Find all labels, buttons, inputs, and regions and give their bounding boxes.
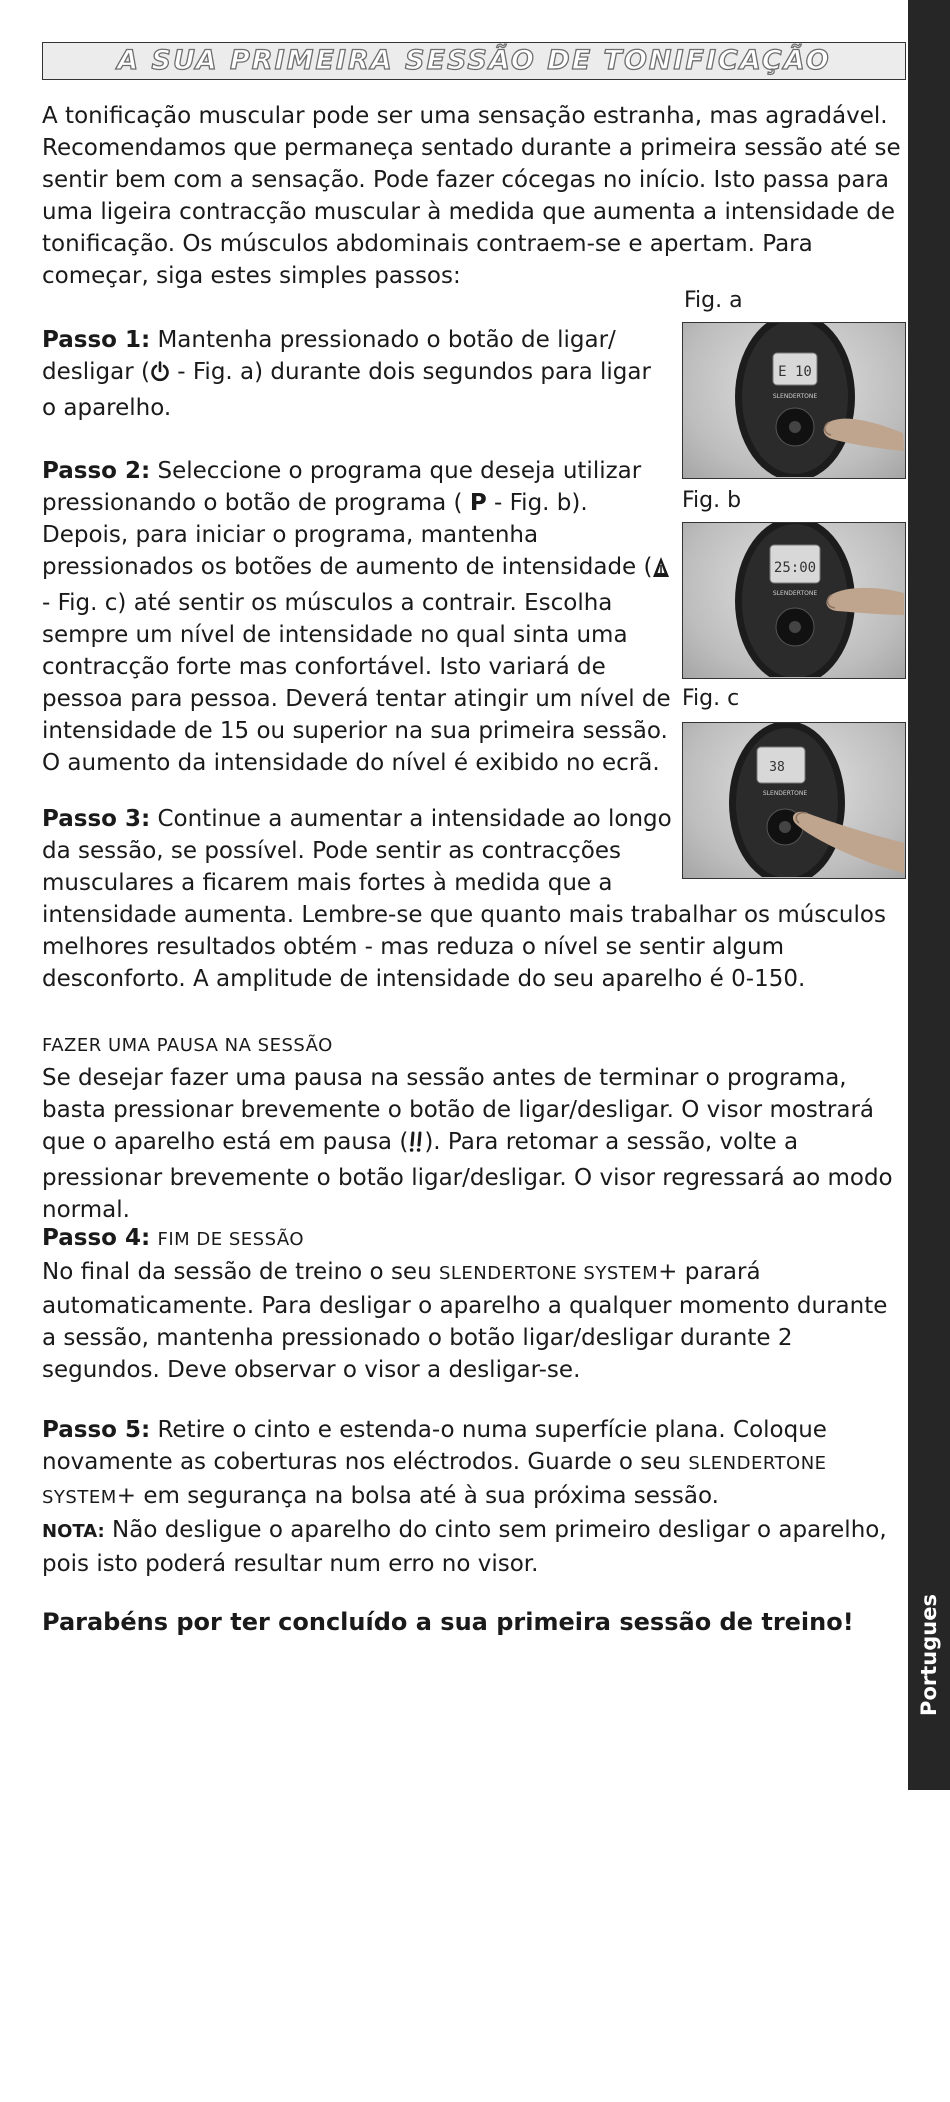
language-tab-label: Portugues (917, 1594, 941, 1716)
page-title: A SUA PRIMEIRA SESSÃO DE TONIFICAÇÃO (117, 45, 831, 76)
intro-text: A tonificação muscular pode ser uma sensação estranha, mas agradável. Recomendamos que permaneça sentado durante a primeira sessão até se sentir bem com a sensação. Pode fazer cócegas no início. Isto passa para uma ligeira contracção muscular à medida que aumenta a intensidade de tonificação. Os músculos abdominais contraem-se e apertam. Para começar, siga estes simples passos: (42, 103, 901, 289)
note-label: NOTA: (42, 1521, 105, 1542)
step-4 (42, 1222, 902, 1386)
step-4-text-b: + parará automaticamente. Para desligar o aparelho a qualquer momento durante a sessão, mantenha pressionado o botão ligar/desligar durante 2 segundos. Deve observar o visor a desligar-se. (42, 1259, 888, 1383)
intensity-up-icon (652, 555, 670, 587)
intro-paragraph (42, 100, 902, 292)
step-5-label: Passo 5: (42, 1417, 151, 1443)
pause-section (42, 1030, 902, 1226)
step-3-part-1 (42, 803, 672, 899)
fig-b-brand: SLENDERTONE (772, 590, 818, 597)
step-4-brand: SLENDERTONE SYSTEM (438, 1263, 659, 1284)
program-button-glyph: P (469, 490, 487, 516)
step-2-label: Passo 2: (42, 458, 151, 484)
step-4-text-a: No final da sessão de treino o seu (42, 1259, 439, 1285)
fig-c-photo (682, 722, 906, 879)
step-5-text-a: Retire o cinto e estenda-o numa superfície plana. Coloque novamente as coberturas nos eléctrodos. Guarde o seu (42, 1417, 827, 1475)
note-text: Não desligue o aparelho do cinto sem primeiro desligar o aparelho, pois isto poderá resultar num erro no visor. (42, 1517, 887, 1577)
step-4-label: Passo 4: (42, 1225, 151, 1251)
closing-text: Parabéns por ter concluído a sua primeira sessão de treino! (42, 1608, 854, 1636)
closing-line (42, 1606, 902, 1638)
fig-a-label: Fig. a (684, 288, 743, 313)
pause-icon (408, 1130, 424, 1162)
title-banner (42, 42, 906, 80)
step-3-text-b: intensidade aumenta. Lembre-se que quanto mais trabalhar os músculos melhores resultados obtém - mas reduza o nível se sentir algum desconforto. A amplitude de intensidade do seu aparelho é 0-150. (42, 902, 886, 992)
power-icon (150, 360, 170, 392)
step-5-brand: SLENDERTONE SYSTEM (42, 1453, 827, 1508)
step-3-part-2 (42, 899, 907, 995)
step-3-label: Passo 3: (42, 806, 151, 832)
step-2-text-b: - Fig. b). Depois, para iniciar o programa, mantenha pressionados os botões de aumento de intensidade ( (42, 490, 653, 580)
step-1-label: Passo 1: (42, 327, 151, 353)
pause-text-b: ). Para retomar a sessão, volte a pressionar brevemente o botão ligar/desligar. O visor regressará ao modo normal. (42, 1129, 893, 1223)
step-1 (42, 324, 672, 424)
fig-a-display: E 10 (778, 364, 812, 380)
step-1-text-b: - Fig. a) durante dois segundos para ligar o aparelho. (42, 359, 651, 421)
fig-a-brand: SLENDERTONE (772, 393, 818, 400)
fig-b-display: 25:00 (773, 560, 817, 576)
step-5-text-b: + em segurança na bolsa até à sua próxima sessão. (116, 1483, 719, 1509)
fig-c-label: Fig. c (682, 686, 740, 711)
step-1-text-a: Mantenha pressionado o botão de ligar/ desligar ( (42, 327, 616, 385)
step-2-text-c: - Fig. c) até sentir os músculos a contrair. Escolha sempre um nível de intensidade no qual sinta uma contracção forte mas confortável. Isto variará de pessoa para pessoa. Deverá tentar atingir um nível de intensidade de 15 ou superior na sua primeira sessão. O aumento da intensidade do nível é exibido no ecrã. (42, 590, 671, 776)
language-tab (908, 0, 950, 1790)
step-3-text-a: Continue a aumentar a intensidade ao longo da sessão, se possível. Pode sentir as contracções musculares a ficarem mais fortes à medida que a (42, 806, 672, 896)
pause-heading: FAZER UMA PAUSA NA SESSÃO (42, 1035, 333, 1056)
fig-b-label: Fig. b (682, 488, 742, 513)
step-4-heading: FIM DE SESSÃO (157, 1229, 304, 1250)
step-2 (42, 455, 672, 779)
fig-c-brand: SLENDERTONE (762, 790, 808, 797)
step-2-text-a: Seleccione o programa que deseja utilizar pressionando o botão de programa ( (42, 458, 642, 516)
step-5 (42, 1414, 902, 1580)
fig-b-photo (682, 522, 906, 679)
fig-c-display: 38 (769, 760, 785, 775)
fig-a-photo (682, 322, 906, 479)
pause-text-a: Se desejar fazer uma pausa na sessão antes de terminar o programa, basta pressionar brevemente o botão de ligar/desligar. O visor mostrará que o aparelho está em pausa ( (42, 1065, 875, 1155)
